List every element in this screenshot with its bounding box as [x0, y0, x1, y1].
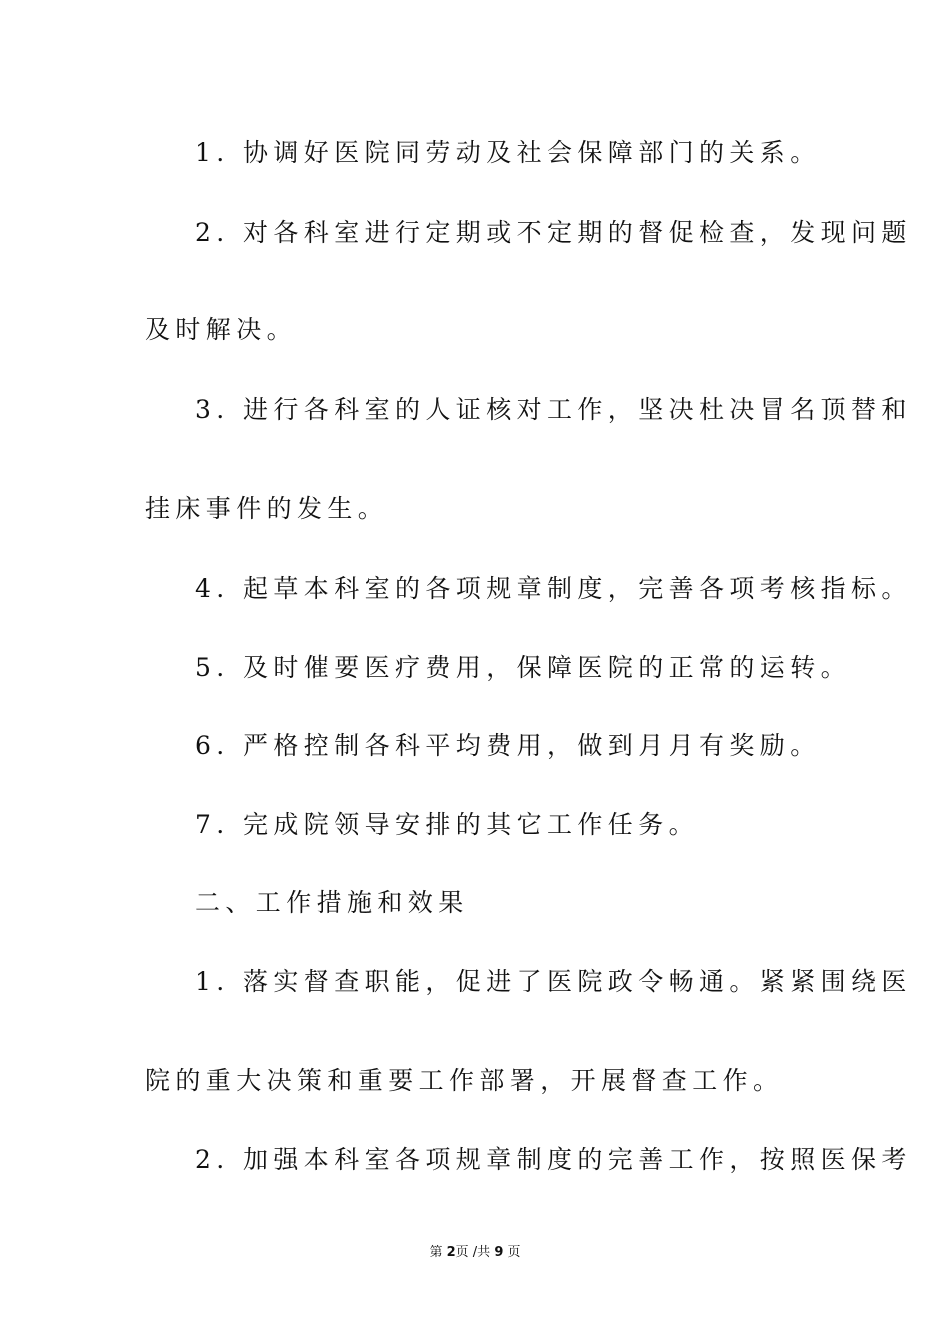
paragraph-line: 1. 落实督查职能，促进了医院政令畅通。紧紧围绕医	[195, 967, 912, 996]
paragraph-line: 4. 起草本科室的各项规章制度，完善各项考核指标。	[195, 574, 912, 603]
paragraph-line: 1. 协调好医院同劳动及社会保障部门的关系。	[195, 138, 821, 167]
paragraph-line: 2. 对各科室进行定期或不定期的督促检查，发现问题	[195, 218, 912, 247]
paragraph-line: 7. 完成院领导安排的其它工作任务。	[195, 810, 700, 839]
footer-prefix: 第	[429, 1245, 447, 1260]
footer-middle: 页 /共	[455, 1245, 495, 1260]
paragraph-line: 5. 及时催要医疗费用，保障医院的正常的运转。	[195, 653, 852, 682]
paragraph-line: 3. 进行各科室的人证核对工作，坚决杜决冒名顶替和	[195, 395, 912, 424]
paragraph-line: 及时解决。	[145, 315, 298, 344]
paragraph-line: 挂床事件的发生。	[145, 494, 389, 523]
section-heading: 二、工作措施和效果	[195, 888, 469, 917]
page-footer	[0, 1245, 950, 1261]
footer-suffix: 页	[503, 1245, 521, 1260]
paragraph-line: 2. 加强本科室各项规章制度的完善工作，按照医保考	[195, 1145, 912, 1174]
total-pages-number: 9	[494, 1245, 504, 1260]
paragraph-line: 6. 严格控制各科平均费用，做到月月有奖励。	[195, 731, 821, 760]
current-page-number: 2	[446, 1245, 456, 1260]
paragraph-line: 院的重大决策和重要工作部署，开展督查工作。	[145, 1066, 784, 1095]
